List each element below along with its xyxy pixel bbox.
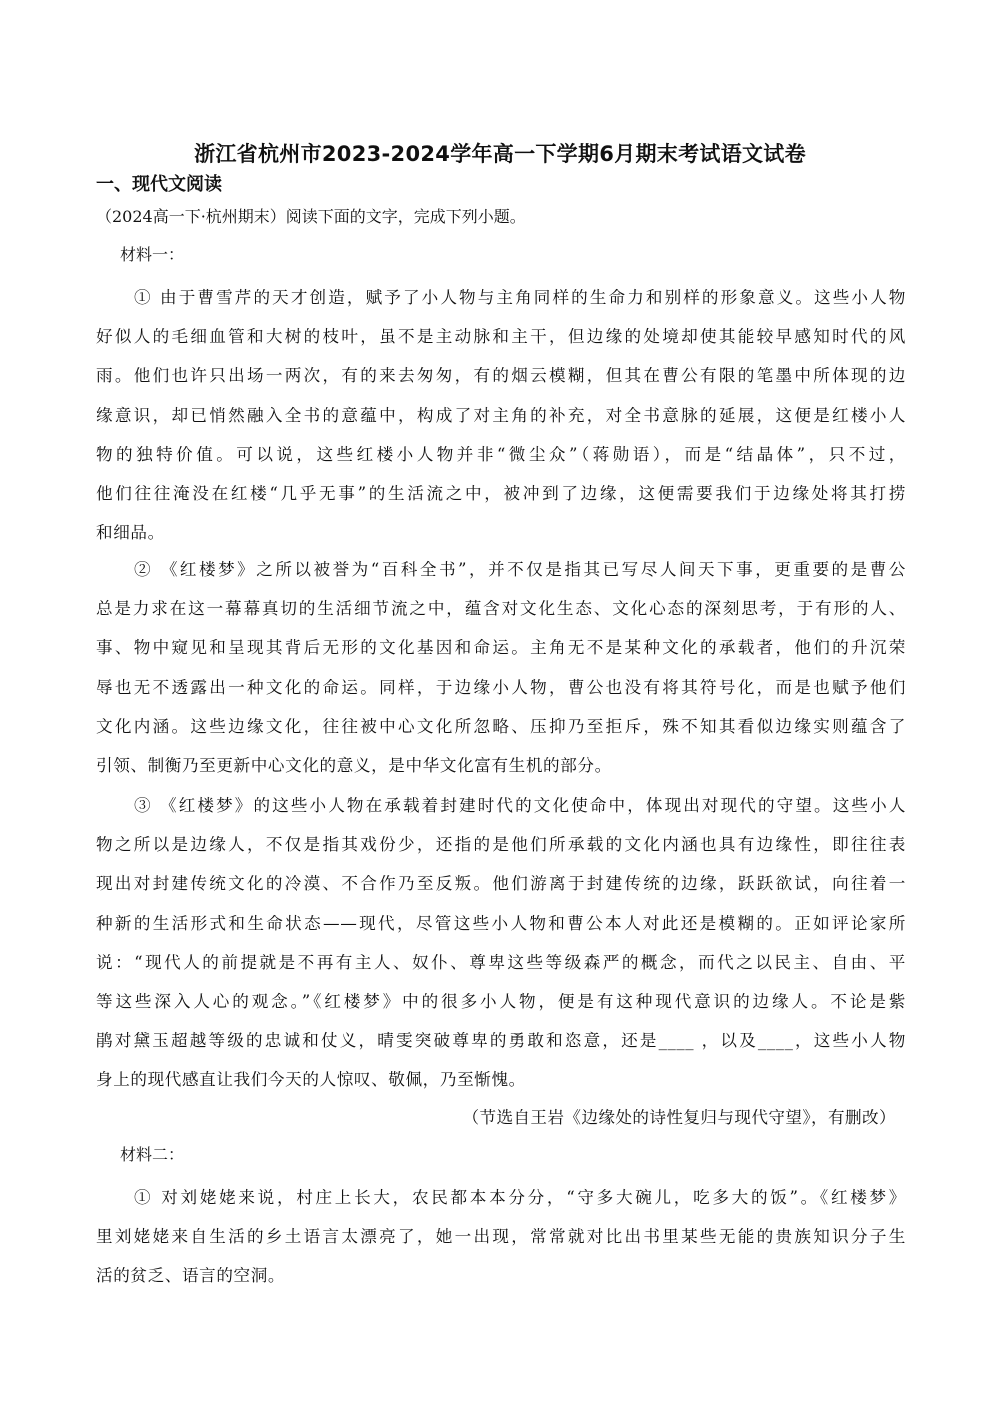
text-line: 文化内涵。这些边缘文化，往往被中心文化所忽略、压抑乃至拒斥，殊不知其看似边缘实则蕴含了 — [96, 716, 906, 736]
material-one-label: 材料一： — [120, 245, 185, 264]
text-line: 活的贫乏、语言的空洞。 — [96, 1266, 286, 1286]
text-line: 鹃对黛玉超越等级的忠诚和仗义，晴雯突破尊卑的勇敢和恣意，还是____ ，以及____，这些小人物 — [96, 1031, 906, 1051]
text-line: 和细品。 — [96, 523, 165, 543]
page-title: 浙江省杭州市2023-2024学年高一下学期6月期末考试语文试卷 — [194, 142, 806, 166]
material-one-paragraph-2 — [96, 550, 906, 785]
text-line: 缘意识，却已悄然融入全书的意蕴中，构成了对主角的补充，对全书意脉的延展，这便是红楼小人 — [96, 405, 906, 425]
text-line: 说：“现代人的前提就是不再有主人、奴仆、尊卑这些等级森严的概念，而代之以民主、自由、平 — [96, 952, 906, 972]
text-line: ② 《红楼梦》之所以被誉为“百科全书”，并不仅是指其已写尽人间天下事，更重要的是曹公 — [134, 560, 906, 579]
text-line: 里刘姥姥来自生活的乡土语言太漂亮了，她一出现，常常就对比出书里某些无能的贵族知识分子生 — [96, 1227, 906, 1247]
text-line: ③ 《红楼梦》的这些小人物在承载着封建时代的文化使命中，体现出对现代的守望。这些小人 — [134, 796, 906, 815]
text-line: 他们往往淹没在红楼“几乎无事”的生活流之中，被冲到了边缘，这便需要我们于边缘处将其打捞 — [96, 483, 906, 503]
text-line: ① 由于曹雪芹的天才创造，赋予了小人物与主角同样的生命力和别样的形象意义。这些小人物 — [134, 288, 906, 307]
question-intro: （2024高一下·杭州期末）阅读下面的文字，完成下列小题。 — [96, 207, 526, 226]
text-line: 辱也无不透露出一种文化的命运。同样，于边缘小人物，曹公也没有将其符号化，而是也赋予他们 — [96, 677, 906, 697]
text-line: 物的独特价值。可以说，这些红楼小人物并非“微尘众”（蒋勋语），而是“结晶体”，只不过， — [96, 444, 906, 464]
material-two-paragraph-1 — [96, 1178, 906, 1296]
text-line: 现出对封建传统文化的冷漠、不合作乃至反叛。他们游离于封建传统的边缘，跃跃欲试，向往着一 — [96, 874, 906, 894]
text-line: 物之所以是边缘人，不仅是指其戏份少，还指的是他们所承载的文化内涵也具有边缘性，即往往表 — [96, 835, 906, 855]
text-line: 事、物中窥见和呈现其背后无形的文化基因和命运。主角无不是某种文化的承载者，他们的升沉荣 — [96, 638, 906, 658]
text-line: 好似人的毛细血管和大树的枝叶，虽不是主动脉和主干，但边缘的处境却使其能较早感知时代的风 — [96, 327, 906, 347]
section-heading: 一、现代文阅读 — [96, 174, 222, 195]
text-line: 雨。他们也许只出场一两次，有的来去匆匆，有的烟云模糊，但其在曹公有限的笔墨中所体现的边 — [96, 366, 906, 386]
text-line: 身上的现代感直让我们今天的人惊叹、敬佩，乃至惭愧。 — [96, 1070, 526, 1090]
material-two-label: 材料二： — [120, 1145, 185, 1164]
source-citation: （节选自王岩《边缘处的诗性复归与现代守望》，有删改） — [462, 1108, 896, 1127]
text-line: 引领、制衡乃至更新中心文化的意义，是中华文化富有生机的部分。 — [96, 755, 612, 775]
material-one-paragraph-3 — [96, 786, 906, 1100]
text-line: 种新的生活形式和生命状态——现代，尽管这些小人物和曹公本人对此还是模糊的。正如评论家所 — [96, 913, 906, 933]
material-one-paragraph-1 — [96, 278, 906, 552]
text-line: 总是力求在这一幕幕真切的生活细节流之中，蕴含对文化生态、文化心态的深刻思考，于有形的人、 — [96, 599, 906, 619]
text-line: 等这些深入人心的观念。”《红楼梦》中的很多小人物，便是有这种现代意识的边缘人。不论是紫 — [96, 991, 906, 1011]
text-line: ① 对刘姥姥来说，村庄上长大，农民都本本分分，“守多大碗儿，吃多大的饭”。《红楼梦》 — [134, 1188, 906, 1207]
